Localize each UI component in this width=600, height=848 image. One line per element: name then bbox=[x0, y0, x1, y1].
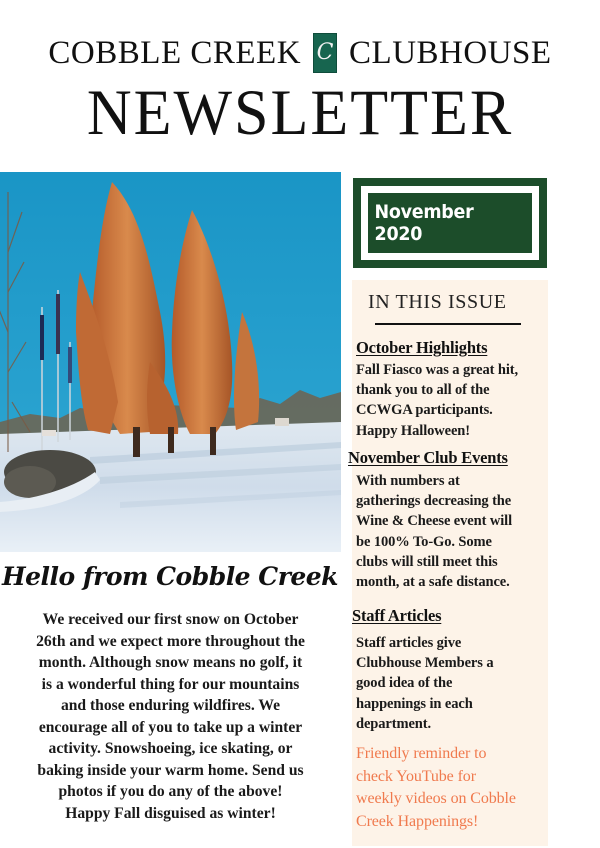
text-line: With numbers at bbox=[356, 473, 460, 489]
text-line: thank you to all of the bbox=[356, 382, 490, 399]
section-body-october-highlights bbox=[356, 360, 546, 441]
in-this-issue-heading: IN THIS ISSUE bbox=[368, 291, 507, 313]
heading-divider bbox=[375, 323, 521, 325]
text-line: month, at a safe distance. bbox=[356, 574, 510, 591]
section-body-staff-articles bbox=[356, 633, 546, 734]
brand-name-right: CLUBHOUSE bbox=[349, 34, 552, 71]
text-line: Wine & Cheese event will bbox=[356, 513, 513, 530]
text-line: happenings in each bbox=[356, 695, 473, 712]
section-body-november-club-events bbox=[356, 471, 546, 592]
section-title-november-club-events: November Club Events bbox=[348, 448, 508, 467]
in-this-issue-sidebar bbox=[348, 280, 548, 846]
text-line: clubs will still meet this bbox=[356, 553, 498, 570]
text-line: Friendly reminder to bbox=[356, 745, 487, 762]
text-line: good idea of the bbox=[356, 675, 453, 692]
text-line: Staff articles give bbox=[356, 635, 462, 651]
youtube-reminder bbox=[356, 743, 548, 833]
article-body bbox=[14, 609, 327, 824]
text-line: Fall Fiasco was a great hit, bbox=[356, 362, 519, 378]
snowy-trees-image bbox=[0, 172, 341, 552]
text-line: gatherings decreasing the bbox=[356, 493, 512, 510]
text-line: Happy Fall disguised as winter! bbox=[65, 804, 276, 822]
hero-photo bbox=[0, 172, 341, 552]
text-line: and those enduring wildfires. We bbox=[60, 697, 281, 714]
text-line: Creek Happenings! bbox=[356, 812, 479, 830]
issue-date: November 2020 bbox=[374, 201, 474, 245]
section-title-staff-articles: Staff Articles bbox=[352, 606, 442, 625]
text-line: month. Although snow means no golf, it bbox=[38, 654, 303, 671]
text-line: activity. Snowshoeing, ice skating, or bbox=[48, 740, 293, 757]
text-line: photos if you do any of the above! bbox=[58, 783, 283, 800]
brand-name-left: COBBLE CREEK bbox=[48, 34, 302, 71]
text-line: We received our first snow on October bbox=[42, 611, 299, 628]
text-line: be 100% To-Go. Some bbox=[356, 533, 492, 550]
text-line: baking inside your warm home. Send us bbox=[37, 761, 304, 779]
text-line: Happy Halloween! bbox=[356, 422, 471, 439]
text-line: 26th and we expect more throughout the bbox=[36, 632, 305, 650]
section-title-october-highlights: October Highlights bbox=[356, 338, 488, 357]
issue-date-box bbox=[353, 178, 547, 268]
issue-date-frame bbox=[361, 186, 539, 260]
text-line: is a wonderful thing for our mountains bbox=[41, 675, 300, 693]
article-heading: Hello from Cobble Creek bbox=[2, 562, 338, 591]
text-line: encourage all of you to take up a winter bbox=[38, 718, 303, 736]
text-line: weekly videos on Cobble bbox=[356, 790, 516, 807]
cc-monogram-icon: C bbox=[313, 33, 337, 73]
masthead-brand bbox=[0, 30, 600, 76]
text-line: department. bbox=[356, 715, 432, 732]
text-line: CCWGA participants. bbox=[356, 402, 493, 419]
page-title: NEWSLETTER bbox=[86, 77, 514, 149]
text-line: Clubhouse Members a bbox=[356, 655, 494, 672]
text-line: check YouTube for bbox=[356, 767, 476, 785]
